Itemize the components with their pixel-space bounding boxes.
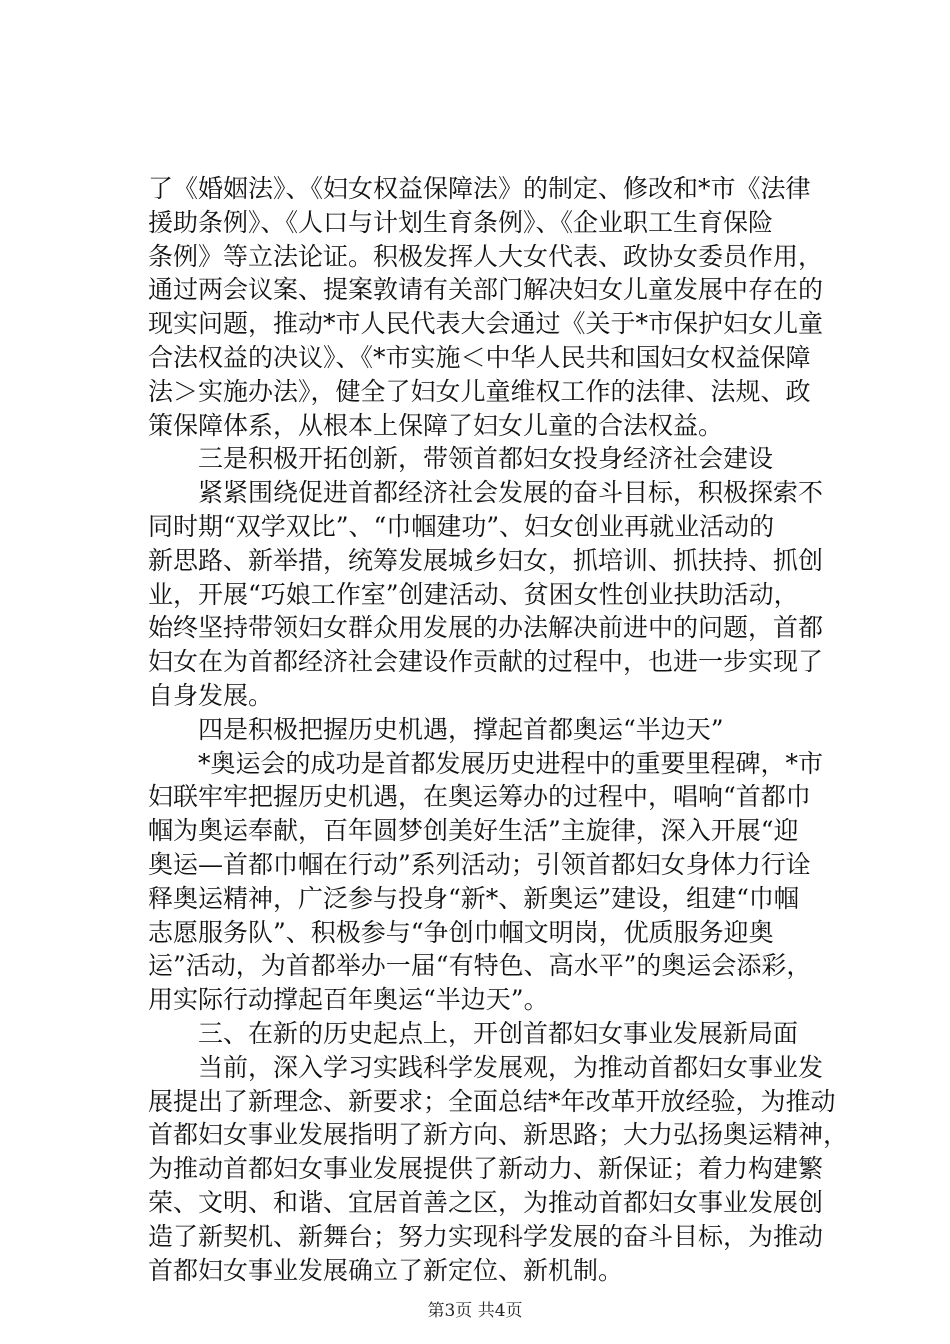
text-line: 首都妇女事业发展指明了新方向、新思路；大力弘扬奥运精神， bbox=[148, 1120, 849, 1150]
text-line: *奥运会的成功是首都发展历史进程中的重要里程碑，*市 bbox=[198, 748, 824, 778]
text-line: 同时期“双学双比”、“巾帼建功”、妇女创业再就业活动的 bbox=[148, 511, 775, 541]
text-line: 志愿服务队”、积极参与“争创巾帼文明岗，优质服务迎奥 bbox=[148, 917, 774, 947]
text-line: 条例》等立法论证。积极发挥人大女代表、政协女委员作用， bbox=[148, 241, 824, 271]
text-line: 荣、文明、和谐、宜居首善之区，为推动首都妇女事业发展创 bbox=[148, 1187, 824, 1217]
text-line: 运”活动，为首都举办一届“有特色、高水平”的奥运会添彩， bbox=[148, 951, 812, 981]
page-footer: 第3页 共4页 bbox=[427, 1301, 523, 1321]
text-line: 紧紧围绕促进首都经济社会发展的奋斗目标，积极探索不 bbox=[198, 478, 824, 508]
text-line: 业，开展“巧娘工作室”创建活动、贫困女性创业扶助活动， bbox=[148, 579, 799, 609]
text-line: 法＞实施办法》，健全了妇女儿童维权工作的法律、法规、政 bbox=[148, 376, 811, 406]
document-body bbox=[148, 172, 849, 1287]
text-line: 当前，深入学习实践科学发展观，为推动首都妇女事业发 bbox=[198, 1052, 824, 1082]
text-line: 用实际行动撑起百年奥运“半边天”。 bbox=[148, 985, 549, 1015]
text-line: 了《婚姻法》、《妇女权益保障法》的制定、修改和*市《法律 bbox=[148, 174, 811, 203]
text-line: 妇女在为首都经济社会建设作贡献的过程中，也进一步实现了 bbox=[148, 647, 824, 677]
text-line: 释奥运精神，广泛参与投身“新*、新奥运”建设，组建“巾帼 bbox=[148, 883, 799, 913]
text-line: 三是积极开拓创新，带领首都妇女投身经济社会建设 bbox=[198, 444, 774, 474]
text-line: 现实问题，推动*市人民代表大会通过《关于*市保护妇女儿童 bbox=[148, 309, 824, 339]
text-line: 自身发展。 bbox=[148, 680, 274, 710]
text-line: 四是积极把握历史机遇，撑起首都奥运“半边天” bbox=[198, 714, 724, 744]
text-line: 始终坚持带领妇女群众用发展的办法解决前进中的问题，首都 bbox=[148, 613, 824, 643]
text-line: 奥运—首都巾帼在行动”系列活动；引领首都妇女身体力行诠 bbox=[148, 849, 811, 879]
text-line: 妇联牢牢把握历史机遇，在奥运筹办的过程中，唱响“首都巾 bbox=[148, 782, 811, 812]
text-line: 三、在新的历史起点上，开创首都妇女事业发展新局面 bbox=[198, 1018, 799, 1048]
text-line: 援助条例》、《人口与计划生育条例》、《企业职工生育保险 bbox=[148, 207, 774, 237]
text-line: 合法权益的决议》、《*市实施＜中华人民共和国妇女权益保障 bbox=[148, 342, 811, 372]
text-line: 展提出了新理念、新要求；全面总结*年改革开放经验，为推动 bbox=[148, 1086, 836, 1116]
text-line: 首都妇女事业发展确立了新定位、新机制。 bbox=[148, 1255, 624, 1285]
text-line: 策保障体系，从根本上保障了妇女儿童的合法权益。 bbox=[148, 410, 724, 440]
text-line: 为推动首都妇女事业发展提供了新动力、新保证；着力构建繁 bbox=[148, 1154, 824, 1184]
text-line: 通过两会议案、提案敦请有关部门解决妇女儿童发展中存在的 bbox=[148, 275, 824, 305]
text-line: 新思路、新举措，统筹发展城乡妇女，抓培训、抓扶持、抓创 bbox=[148, 545, 824, 575]
text-line: 帼为奥运奉献，百年圆梦创美好生活”主旋律，深入开展“迎 bbox=[148, 816, 799, 846]
text-line: 造了新契机、新舞台；努力实现科学发展的奋斗目标，为推动 bbox=[148, 1221, 824, 1251]
